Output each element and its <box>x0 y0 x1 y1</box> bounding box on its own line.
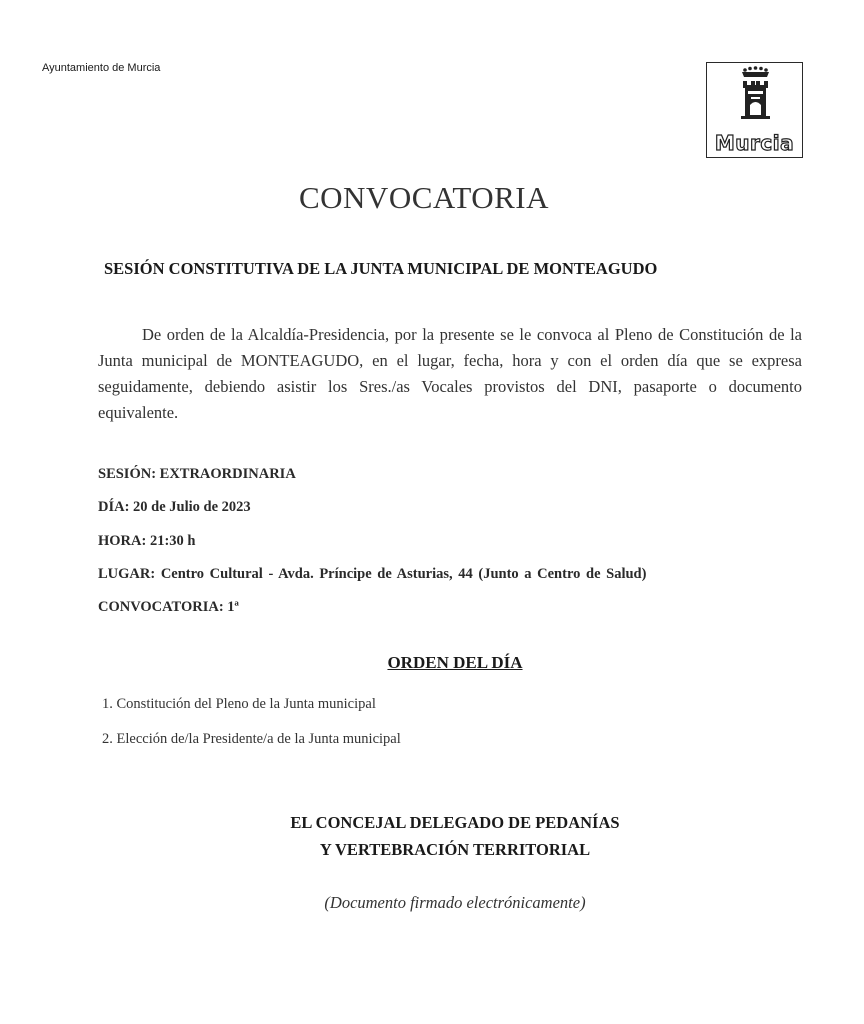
session-date: DÍA: 20 de Julio de 2023 <box>98 499 251 515</box>
murcia-logo <box>706 62 803 158</box>
agenda-item: 2. Elección de/la Presidente/a de la Junta municipal <box>102 731 401 747</box>
session-type: SESIÓN: EXTRAORDINARIA <box>98 466 296 482</box>
body-paragraph: De orden de la Alcaldía-Presidencia, por la presente se le convoca al Pleno de Constitución de la Junta municipal de MONTEAGUDO, en el lugar, fecha, hora y con el orden día que se expresa seguidamente, debiendo asistir los Sres./as Vocales provistos del DNI, pasaporte o documento equivalente. <box>98 325 802 422</box>
session-place: LUGAR: Centro Cultural - Avda. Príncipe de Asturias, 44 (Junto a Centro de Salud) <box>98 566 647 582</box>
session-call: CONVOCATORIA: 1ª <box>98 599 239 615</box>
agenda-heading: ORDEN DEL DÍA <box>387 653 523 672</box>
logo-wordmark: Murcia <box>714 131 795 155</box>
agenda-item: 1. Constitución del Pleno de la Junta municipal <box>102 696 376 712</box>
castle-crown-icon <box>707 63 804 133</box>
document-title: CONVOCATORIA <box>298 180 549 215</box>
signer-title-line-1: EL CONCEJAL DELEGADO DE PEDANÍAS <box>290 813 620 832</box>
electronic-signature-note: (Documento firmado electrónicamente) <box>324 893 586 912</box>
document-subtitle: SESIÓN CONSTITUTIVA DE LA JUNTA MUNICIPAL DE MONTEAGUDO <box>104 259 658 278</box>
signer-title-line-2: Y VERTEBRACIÓN TERRITORIAL <box>319 840 591 859</box>
session-time: HORA: 21:30 h <box>98 533 196 549</box>
organization-name: Ayuntamiento de Murcia <box>42 62 161 74</box>
